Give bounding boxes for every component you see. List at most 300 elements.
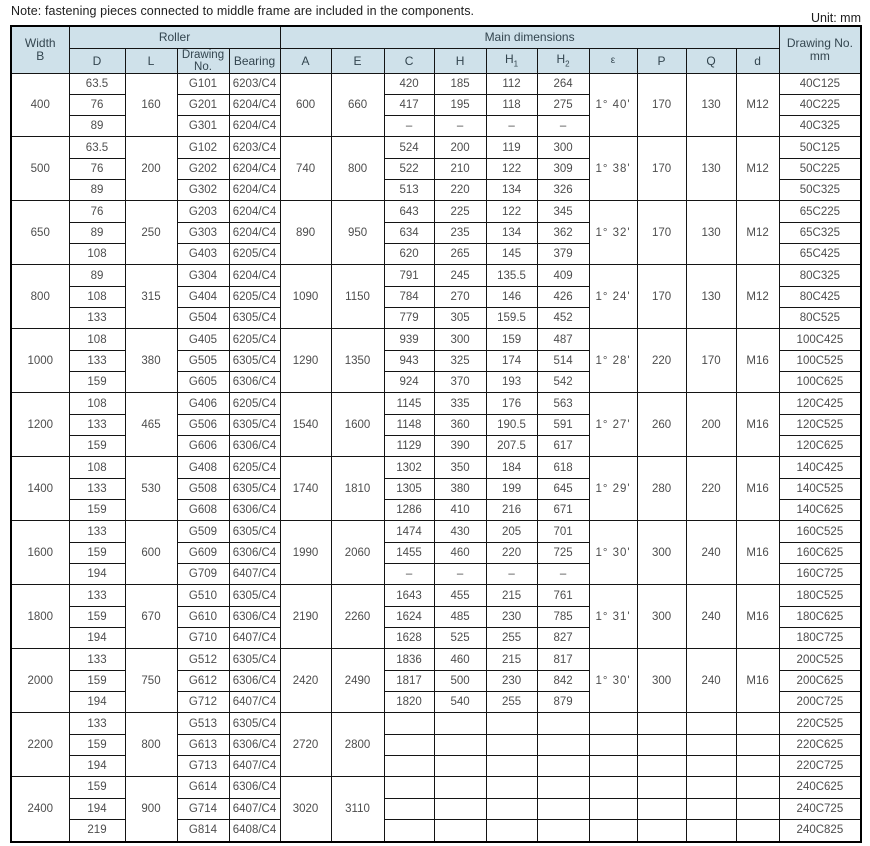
cell-q: 240 xyxy=(686,585,736,649)
cell-q xyxy=(686,798,736,819)
table-row xyxy=(11,585,861,606)
cell-roller-d: 108 xyxy=(69,244,125,265)
cell-c: 1455 xyxy=(384,542,434,563)
cell-a: 1990 xyxy=(280,521,331,585)
cell-h: – xyxy=(434,564,486,585)
cell-epsilon xyxy=(589,713,637,734)
cell-c: 1836 xyxy=(384,649,434,670)
cell-c: 939 xyxy=(384,329,434,350)
cell-c: 643 xyxy=(384,201,434,222)
cell-bearing: 6204/C4 xyxy=(229,180,280,201)
cell-roller-d: 89 xyxy=(69,222,125,243)
cell-h1: – xyxy=(486,116,537,137)
cell-roller-d: 159 xyxy=(69,734,125,755)
cell-h: 300 xyxy=(434,329,486,350)
cell-drawing-no: G405 xyxy=(177,329,229,350)
cell-roller-l: 315 xyxy=(125,265,177,329)
cell-roller-d: 63.5 xyxy=(69,73,125,94)
cell-p: 280 xyxy=(637,457,686,521)
cell-h: 540 xyxy=(434,692,486,713)
cell-h1: 184 xyxy=(486,457,537,478)
cell-h2 xyxy=(537,713,589,734)
cell-h: – xyxy=(434,116,486,137)
cell-q: 130 xyxy=(686,137,736,201)
cell-width-b: 1600 xyxy=(11,521,69,585)
cell-e: 2490 xyxy=(331,649,384,713)
cell-drawing-code: 180C625 xyxy=(779,606,861,627)
cell-drawing-no: G814 xyxy=(177,819,229,842)
cell-h1: 145 xyxy=(486,244,537,265)
cell-roller-d: 194 xyxy=(69,692,125,713)
cell-p: 300 xyxy=(637,649,686,713)
header-col-epsilon: ε xyxy=(589,48,637,73)
cell-roller-l: 200 xyxy=(125,137,177,201)
cell-d-thread: M12 xyxy=(736,73,779,137)
cell-drawing-code: 50C225 xyxy=(779,158,861,179)
cell-d-thread xyxy=(736,756,779,777)
cell-h1: 190.5 xyxy=(486,414,537,435)
cell-roller-d: 194 xyxy=(69,628,125,649)
cell-p xyxy=(637,713,686,734)
cell-h1: – xyxy=(486,564,537,585)
cell-bearing: 6408/C4 xyxy=(229,819,280,842)
cell-c: 1286 xyxy=(384,500,434,521)
cell-h1: 118 xyxy=(486,94,537,115)
cell-width-b: 1400 xyxy=(11,457,69,521)
cell-drawing-code: 200C625 xyxy=(779,670,861,691)
cell-roller-d: 133 xyxy=(69,308,125,329)
cell-c: 1145 xyxy=(384,393,434,414)
cell-bearing: 6306/C4 xyxy=(229,670,280,691)
cell-roller-d: 89 xyxy=(69,116,125,137)
cell-h: 220 xyxy=(434,180,486,201)
cell-q: 220 xyxy=(686,457,736,521)
cell-h2: 514 xyxy=(537,350,589,371)
table-row xyxy=(11,393,861,414)
cell-d-thread: M12 xyxy=(736,265,779,329)
cell-roller-l: 530 xyxy=(125,457,177,521)
cell-a: 1740 xyxy=(280,457,331,521)
cell-c: 791 xyxy=(384,265,434,286)
cell-c xyxy=(384,734,434,755)
cell-h1 xyxy=(486,777,537,798)
cell-h1: 255 xyxy=(486,628,537,649)
cell-h: 335 xyxy=(434,393,486,414)
cell-h: 245 xyxy=(434,265,486,286)
cell-drawing-code: 200C525 xyxy=(779,649,861,670)
cell-drawing-no: G404 xyxy=(177,286,229,307)
cell-h: 195 xyxy=(434,94,486,115)
cell-p: 260 xyxy=(637,393,686,457)
cell-drawing-no: G606 xyxy=(177,436,229,457)
cell-h: 360 xyxy=(434,414,486,435)
cell-roller-d: 133 xyxy=(69,414,125,435)
cell-h1: 122 xyxy=(486,201,537,222)
cell-h: 500 xyxy=(434,670,486,691)
cell-h1 xyxy=(486,819,537,842)
cell-h1: 112 xyxy=(486,73,537,94)
cell-d-thread: M16 xyxy=(736,521,779,585)
cell-h1 xyxy=(486,713,537,734)
cell-h2: 827 xyxy=(537,628,589,649)
cell-drawing-no: G203 xyxy=(177,201,229,222)
cell-bearing: 6203/C4 xyxy=(229,73,280,94)
cell-a: 740 xyxy=(280,137,331,201)
cell-bearing: 6306/C4 xyxy=(229,372,280,393)
cell-drawing-no: G303 xyxy=(177,222,229,243)
header-col-c: C xyxy=(384,48,434,73)
cell-roller-d: 133 xyxy=(69,585,125,606)
cell-drawing-code: 40C125 xyxy=(779,73,861,94)
table-row xyxy=(11,521,861,542)
header-col-drawing-line1: Drawing xyxy=(181,48,225,61)
cell-a: 2720 xyxy=(280,713,331,777)
cell-roller-d: 133 xyxy=(69,350,125,371)
cell-epsilon: 1° 40' xyxy=(589,73,637,137)
cell-width-b: 1000 xyxy=(11,329,69,393)
cell-roller-l: 800 xyxy=(125,713,177,777)
header-col-d-thread: d xyxy=(736,48,779,73)
cell-bearing: 6204/C4 xyxy=(229,201,280,222)
cell-q: 130 xyxy=(686,201,736,265)
cell-drawing-code: 180C525 xyxy=(779,585,861,606)
cell-c: 1628 xyxy=(384,628,434,649)
cell-h: 525 xyxy=(434,628,486,649)
cell-bearing: 6204/C4 xyxy=(229,116,280,137)
cell-width-b: 2000 xyxy=(11,649,69,713)
table-body xyxy=(11,73,861,842)
cell-drawing-code: 120C625 xyxy=(779,436,861,457)
cell-width-b: 800 xyxy=(11,265,69,329)
cell-width-b: 2400 xyxy=(11,777,69,842)
cell-h1: 176 xyxy=(486,393,537,414)
cell-d-thread xyxy=(736,734,779,755)
cell-roller-d: 133 xyxy=(69,713,125,734)
cell-h1: 215 xyxy=(486,585,537,606)
cell-h1: 215 xyxy=(486,649,537,670)
cell-roller-d: 159 xyxy=(69,500,125,521)
cell-h2: 645 xyxy=(537,478,589,499)
cell-drawing-no: G709 xyxy=(177,564,229,585)
cell-h2: 326 xyxy=(537,180,589,201)
cell-roller-l: 380 xyxy=(125,329,177,393)
cell-drawing-no: G609 xyxy=(177,542,229,563)
cell-c: – xyxy=(384,116,434,137)
cell-c: 522 xyxy=(384,158,434,179)
cell-h: 380 xyxy=(434,478,486,499)
header-main-dimensions-group: Main dimensions xyxy=(280,26,779,48)
cell-roller-d: 194 xyxy=(69,798,125,819)
cell-h2 xyxy=(537,819,589,842)
cell-c: 620 xyxy=(384,244,434,265)
cell-p: 170 xyxy=(637,137,686,201)
table-row xyxy=(11,73,861,94)
cell-drawing-no: G513 xyxy=(177,713,229,734)
cell-roller-d: 89 xyxy=(69,180,125,201)
cell-e: 2060 xyxy=(331,521,384,585)
cell-bearing: 6204/C4 xyxy=(229,222,280,243)
cell-e: 1810 xyxy=(331,457,384,521)
cell-h2: 617 xyxy=(537,436,589,457)
table-row xyxy=(11,265,861,286)
cell-drawing-no: G612 xyxy=(177,670,229,691)
cell-h2 xyxy=(537,756,589,777)
cell-h1: 134 xyxy=(486,222,537,243)
cell-d-thread: M16 xyxy=(736,329,779,393)
cell-a: 1290 xyxy=(280,329,331,393)
cell-h2: 671 xyxy=(537,500,589,521)
cell-roller-d: 159 xyxy=(69,606,125,627)
cell-drawing-code: 80C325 xyxy=(779,265,861,286)
cell-h2: 345 xyxy=(537,201,589,222)
cell-drawing-code: 240C625 xyxy=(779,777,861,798)
cell-h xyxy=(434,777,486,798)
cell-d-thread xyxy=(736,777,779,798)
cell-drawing-no: G302 xyxy=(177,180,229,201)
cell-q xyxy=(686,777,736,798)
cell-c: 513 xyxy=(384,180,434,201)
cell-drawing-code: 50C325 xyxy=(779,180,861,201)
cell-c: 524 xyxy=(384,137,434,158)
cell-epsilon: 1° 28' xyxy=(589,329,637,393)
header-col-l: L xyxy=(125,48,177,73)
cell-h2: 563 xyxy=(537,393,589,414)
cell-roller-l: 900 xyxy=(125,777,177,842)
cell-width-b: 400 xyxy=(11,73,69,137)
cell-h: 430 xyxy=(434,521,486,542)
cell-h2: 817 xyxy=(537,649,589,670)
cell-h: 200 xyxy=(434,137,486,158)
cell-drawing-no: G102 xyxy=(177,137,229,158)
cell-e: 1600 xyxy=(331,393,384,457)
cell-q: 240 xyxy=(686,649,736,713)
cell-drawing-code: 140C425 xyxy=(779,457,861,478)
cell-drawing-code: 220C725 xyxy=(779,756,861,777)
cell-d-thread: M12 xyxy=(736,201,779,265)
cell-h1: 146 xyxy=(486,286,537,307)
cell-drawing-code: 240C725 xyxy=(779,798,861,819)
cell-drawing-no: G710 xyxy=(177,628,229,649)
cell-c: 1148 xyxy=(384,414,434,435)
cell-drawing-code: 220C525 xyxy=(779,713,861,734)
cell-h1: 207.5 xyxy=(486,436,537,457)
cell-drawing-no: G506 xyxy=(177,414,229,435)
cell-p xyxy=(637,798,686,819)
header-drawing-line2: mm xyxy=(809,48,830,63)
cell-epsilon: 1° 30' xyxy=(589,649,637,713)
header-drawing-no-mm xyxy=(779,26,861,73)
cell-drawing-code: 100C425 xyxy=(779,329,861,350)
cell-c xyxy=(384,798,434,819)
cell-h: 370 xyxy=(434,372,486,393)
cell-c: 417 xyxy=(384,94,434,115)
cell-h: 410 xyxy=(434,500,486,521)
cell-c xyxy=(384,777,434,798)
cell-h2: 542 xyxy=(537,372,589,393)
cell-q xyxy=(686,819,736,842)
table-row xyxy=(11,137,861,158)
cell-h2: 487 xyxy=(537,329,589,350)
cell-bearing: 6305/C4 xyxy=(229,350,280,371)
cell-drawing-no: G713 xyxy=(177,756,229,777)
cell-h xyxy=(434,713,486,734)
cell-drawing-no: G509 xyxy=(177,521,229,542)
cell-drawing-code: 50C125 xyxy=(779,137,861,158)
table-row xyxy=(11,649,861,670)
cell-drawing-no: G403 xyxy=(177,244,229,265)
cell-h1: 174 xyxy=(486,350,537,371)
cell-d-thread xyxy=(736,713,779,734)
cell-h: 235 xyxy=(434,222,486,243)
cell-p: 170 xyxy=(637,73,686,137)
cell-roller-d: 63.5 xyxy=(69,137,125,158)
cell-c: 1817 xyxy=(384,670,434,691)
cell-h1: 205 xyxy=(486,521,537,542)
cell-p xyxy=(637,819,686,842)
cell-h2: 618 xyxy=(537,457,589,478)
cell-h xyxy=(434,798,486,819)
cell-d-thread: M16 xyxy=(736,585,779,649)
cell-roller-d: 219 xyxy=(69,819,125,842)
cell-q: 130 xyxy=(686,265,736,329)
cell-h2: 842 xyxy=(537,670,589,691)
cell-roller-d: 108 xyxy=(69,286,125,307)
cell-h: 305 xyxy=(434,308,486,329)
cell-drawing-no: G304 xyxy=(177,265,229,286)
header-col-h: H xyxy=(434,48,486,73)
cell-bearing: 6305/C4 xyxy=(229,478,280,499)
header-drawing-line1: Drawing No. xyxy=(786,35,853,50)
cell-h1: 220 xyxy=(486,542,537,563)
cell-h1: 193 xyxy=(486,372,537,393)
cell-drawing-no: G202 xyxy=(177,158,229,179)
cell-drawing-no: G510 xyxy=(177,585,229,606)
cell-c: 784 xyxy=(384,286,434,307)
cell-epsilon: 1° 38' xyxy=(589,137,637,201)
header-width-line1: Width xyxy=(24,35,56,50)
cell-drawing-no: G610 xyxy=(177,606,229,627)
cell-drawing-code: 80C525 xyxy=(779,308,861,329)
header-col-drawing-line2: No. xyxy=(194,60,212,73)
cell-drawing-code: 160C625 xyxy=(779,542,861,563)
cell-h xyxy=(434,734,486,755)
cell-e: 800 xyxy=(331,137,384,201)
cell-drawing-code: 120C525 xyxy=(779,414,861,435)
table-row xyxy=(11,201,861,222)
cell-width-b: 1200 xyxy=(11,393,69,457)
cell-roller-d: 76 xyxy=(69,94,125,115)
cell-c: 1474 xyxy=(384,521,434,542)
cell-roller-l: 600 xyxy=(125,521,177,585)
cell-h1: 255 xyxy=(486,692,537,713)
cell-drawing-code: 65C225 xyxy=(779,201,861,222)
cell-c: 1302 xyxy=(384,457,434,478)
cell-d-thread xyxy=(736,798,779,819)
cell-bearing: 6305/C4 xyxy=(229,521,280,542)
cell-q xyxy=(686,713,736,734)
cell-roller-d: 76 xyxy=(69,201,125,222)
header-col-h1: $H_1$ xyxy=(486,48,537,73)
cell-bearing: 6306/C4 xyxy=(229,777,280,798)
cell-h2: 379 xyxy=(537,244,589,265)
cell-roller-d: 108 xyxy=(69,457,125,478)
cell-epsilon: 1° 27' xyxy=(589,393,637,457)
cell-bearing: 6407/C4 xyxy=(229,756,280,777)
cell-bearing: 6205/C4 xyxy=(229,286,280,307)
cell-roller-d: 159 xyxy=(69,372,125,393)
cell-roller-d: 133 xyxy=(69,478,125,499)
cell-roller-d: 133 xyxy=(69,649,125,670)
cell-roller-d: 159 xyxy=(69,542,125,563)
cell-epsilon: 1° 29' xyxy=(589,457,637,521)
cell-a: 2190 xyxy=(280,585,331,649)
cell-h2: 300 xyxy=(537,137,589,158)
cell-drawing-no: G504 xyxy=(177,308,229,329)
cell-c: 634 xyxy=(384,222,434,243)
cell-c: 779 xyxy=(384,308,434,329)
cell-h1: 159 xyxy=(486,329,537,350)
cell-width-b: 2200 xyxy=(11,713,69,777)
cell-drawing-code: 140C625 xyxy=(779,500,861,521)
specification-table xyxy=(10,25,862,843)
cell-roller-l: 670 xyxy=(125,585,177,649)
cell-a: 890 xyxy=(280,201,331,265)
header-col-drawing-no xyxy=(177,48,229,73)
cell-bearing: 6204/C4 xyxy=(229,265,280,286)
cell-epsilon xyxy=(589,734,637,755)
cell-a: 600 xyxy=(280,73,331,137)
cell-roller-l: 250 xyxy=(125,201,177,265)
cell-h: 325 xyxy=(434,350,486,371)
cell-e: 1150 xyxy=(331,265,384,329)
cell-bearing: 6305/C4 xyxy=(229,649,280,670)
cell-h: 225 xyxy=(434,201,486,222)
cell-drawing-no: G712 xyxy=(177,692,229,713)
cell-drawing-code: 80C425 xyxy=(779,286,861,307)
cell-c: 420 xyxy=(384,73,434,94)
cell-drawing-code: 160C725 xyxy=(779,564,861,585)
cell-h2: 879 xyxy=(537,692,589,713)
cell-h: 185 xyxy=(434,73,486,94)
cell-drawing-no: G408 xyxy=(177,457,229,478)
cell-bearing: 6305/C4 xyxy=(229,585,280,606)
cell-d-thread: M16 xyxy=(736,457,779,521)
cell-h2: 264 xyxy=(537,73,589,94)
table-row xyxy=(11,713,861,734)
cell-d-thread: M16 xyxy=(736,649,779,713)
cell-h2 xyxy=(537,777,589,798)
cell-roller-d: 159 xyxy=(69,436,125,457)
cell-p: 220 xyxy=(637,329,686,393)
cell-a: 1540 xyxy=(280,393,331,457)
cell-e: 2800 xyxy=(331,713,384,777)
cell-width-b: 650 xyxy=(11,201,69,265)
cell-h2: 426 xyxy=(537,286,589,307)
cell-epsilon: 1° 24' xyxy=(589,265,637,329)
cell-q xyxy=(686,756,736,777)
cell-e: 1350 xyxy=(331,329,384,393)
cell-bearing: 6306/C4 xyxy=(229,542,280,563)
cell-d-thread xyxy=(736,819,779,842)
cell-roller-l: 465 xyxy=(125,393,177,457)
cell-a: 3020 xyxy=(280,777,331,842)
cell-epsilon xyxy=(589,756,637,777)
cell-bearing: 6204/C4 xyxy=(229,94,280,115)
cell-h2: 452 xyxy=(537,308,589,329)
table-row xyxy=(11,777,861,798)
table-header xyxy=(11,26,861,73)
cell-h: 460 xyxy=(434,542,486,563)
